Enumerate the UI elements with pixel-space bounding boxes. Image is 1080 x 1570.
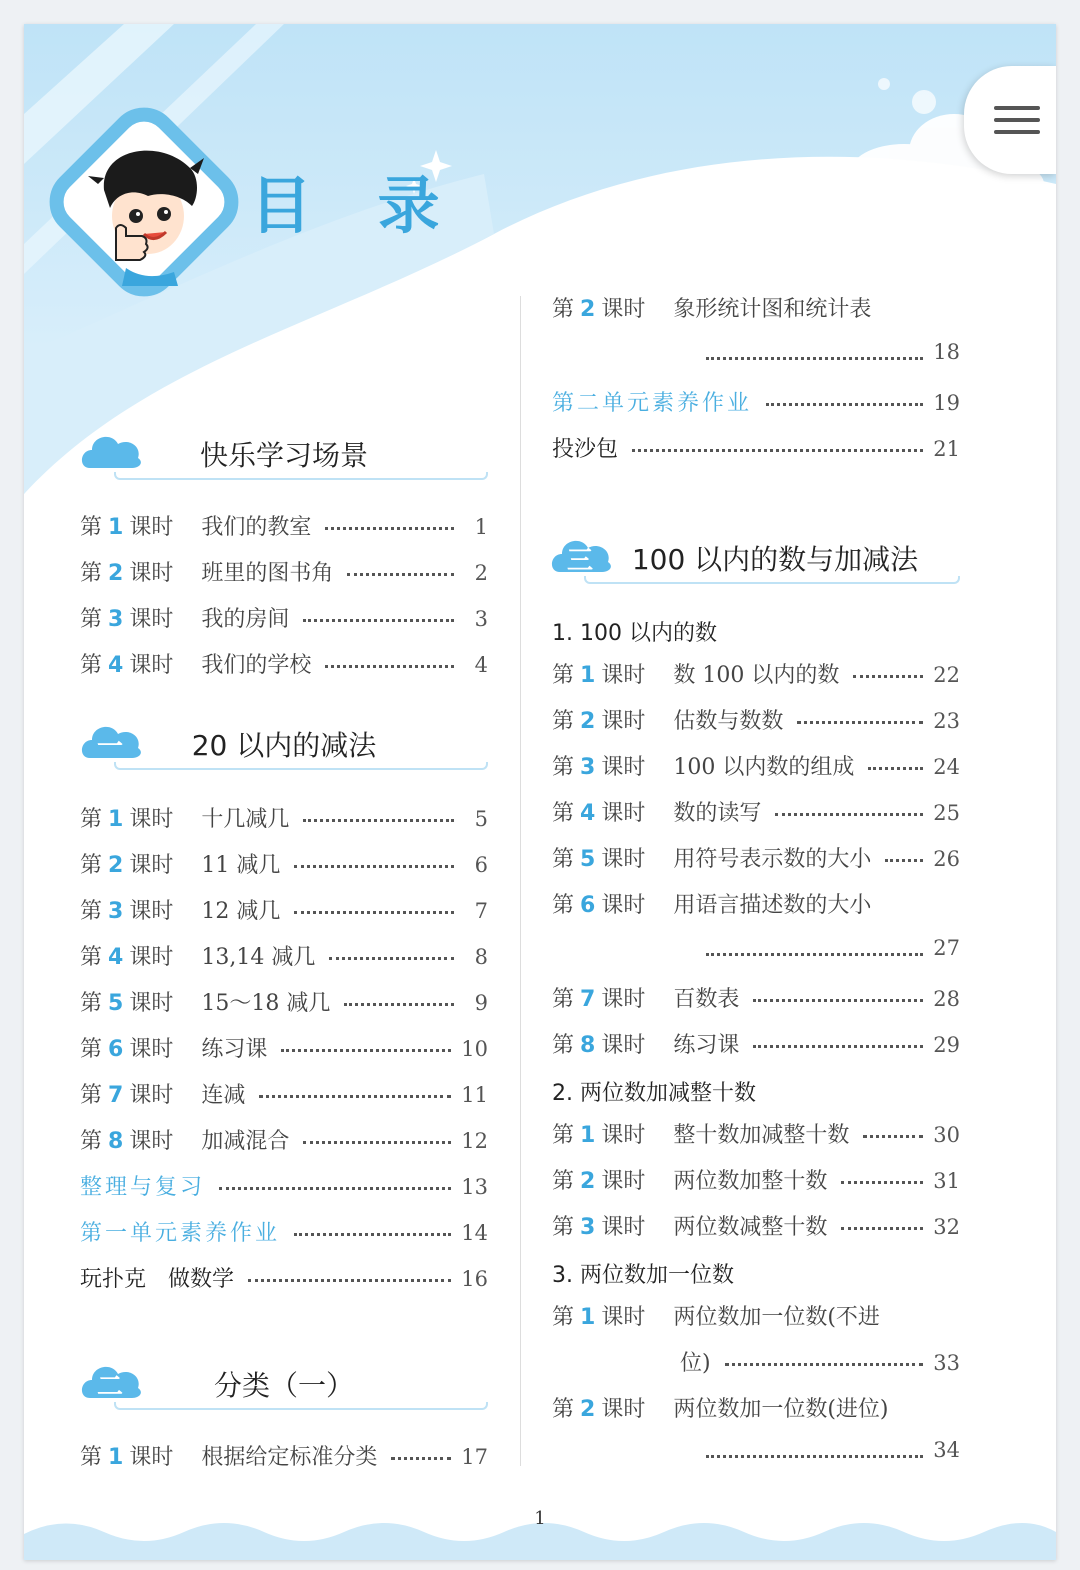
page-ref: 24 — [933, 755, 960, 779]
page-ref: 28 — [933, 987, 960, 1011]
lesson-suffix: 课时 — [129, 653, 174, 678]
lesson-prefix: 第 — [552, 1123, 575, 1148]
entry-title: 整十数加减整十数 — [673, 1123, 850, 1148]
toc-entry-continuation[interactable] — [692, 340, 960, 372]
toc-entry-review[interactable] — [80, 1170, 488, 1202]
lesson-number: 3 — [580, 755, 596, 780]
lesson-suffix: 课时 — [129, 1129, 174, 1154]
leader-dots — [294, 911, 454, 914]
page-ref: 13 — [461, 1175, 488, 1199]
toc-entry[interactable] — [80, 940, 488, 972]
page-ref: 4 — [474, 653, 488, 677]
entry-title: 我们的学校 — [201, 653, 312, 678]
toc-entry[interactable] — [80, 1124, 488, 1156]
entry-title: 班里的图书角 — [201, 561, 334, 586]
entry-title: 用语言描述数的大小 — [673, 893, 872, 918]
lesson-number: 5 — [580, 847, 596, 872]
lesson-prefix: 第 — [552, 1033, 575, 1058]
lesson-number: 2 — [580, 1397, 596, 1422]
lesson-number: 5 — [108, 991, 124, 1016]
entry-title: 100 以内数的组成 — [673, 755, 855, 780]
lesson-prefix: 第 — [552, 709, 575, 734]
page-number: 1 — [534, 1508, 546, 1529]
lesson-prefix: 第 — [552, 893, 575, 918]
lesson-number: 2 — [108, 561, 124, 586]
leader-dots — [725, 1363, 924, 1366]
leader-dots — [753, 1045, 923, 1048]
lesson-prefix: 第 — [552, 755, 575, 780]
entry-title: 练习课 — [201, 1037, 268, 1062]
lesson-number: 7 — [580, 987, 596, 1012]
lesson-prefix: 第 — [80, 991, 103, 1016]
page-ref: 27 — [933, 936, 960, 960]
lesson-prefix: 第 — [552, 847, 575, 872]
lesson-number: 6 — [108, 1037, 124, 1062]
lesson-suffix: 课时 — [601, 987, 646, 1012]
toc-entry-activity[interactable] — [80, 1262, 488, 1294]
toc-entry[interactable] — [552, 1028, 960, 1060]
unit-number: 一 — [96, 732, 123, 762]
leader-dots — [706, 953, 923, 956]
leader-dots — [766, 403, 923, 406]
leader-dots — [294, 1233, 451, 1236]
entry-title: 投沙包 — [552, 437, 619, 462]
hamburger-icon — [994, 118, 1040, 122]
page-ref: 26 — [933, 847, 960, 871]
toc-entry[interactable] — [552, 1210, 960, 1242]
toc-entry[interactable] — [80, 894, 488, 926]
entry-title: 根据给定标准分类 — [201, 1445, 378, 1470]
entry-title: 数的读写 — [673, 801, 762, 826]
page-ref: 8 — [474, 945, 488, 969]
entry-title: 练习课 — [673, 1033, 740, 1058]
lesson-prefix: 第 — [80, 945, 103, 970]
toc-entry[interactable] — [80, 602, 488, 634]
lesson-number: 3 — [108, 899, 124, 924]
unit-number: 三 — [566, 546, 593, 576]
lesson-prefix: 第 — [80, 899, 103, 924]
leader-dots — [885, 859, 923, 862]
page-ref: 32 — [933, 1215, 960, 1239]
page-ref: 29 — [933, 1033, 960, 1057]
leader-dots — [294, 865, 454, 868]
lesson-suffix: 课时 — [129, 991, 174, 1016]
lesson-number: 3 — [108, 607, 124, 632]
lesson-number: 2 — [580, 709, 596, 734]
toc-entry-continuation[interactable] — [692, 1438, 960, 1470]
hamburger-icon — [994, 106, 1040, 110]
entry-title: 我们的教室 — [201, 515, 312, 540]
page-ref: 11 — [461, 1083, 488, 1107]
entry-title: 我的房间 — [201, 607, 290, 632]
page-ref: 31 — [933, 1169, 960, 1193]
lesson-prefix: 第 — [80, 607, 103, 632]
toc-entry-continuation[interactable] — [692, 936, 960, 968]
page-ref: 22 — [933, 663, 960, 687]
lesson-suffix: 课时 — [601, 1215, 646, 1240]
section-title: 分类（一） — [213, 1369, 354, 1402]
lesson-prefix: 第 — [80, 653, 103, 678]
toc-entry[interactable] — [80, 986, 488, 1018]
leader-dots — [329, 957, 454, 960]
page-ref: 16 — [461, 1267, 488, 1291]
leader-dots — [325, 527, 454, 530]
toc-entry-activity[interactable] — [552, 432, 960, 464]
page-ref: 10 — [461, 1037, 488, 1061]
section-title: 快乐学习场景 — [199, 439, 368, 472]
leader-dots — [841, 1227, 923, 1230]
lesson-suffix: 课时 — [601, 709, 646, 734]
lesson-prefix: 第 — [552, 1169, 575, 1194]
lesson-suffix: 课时 — [129, 561, 174, 586]
section-banner-unit-1 — [80, 718, 488, 772]
leader-dots — [797, 721, 923, 724]
lesson-suffix: 课时 — [129, 607, 174, 632]
lesson-number: 1 — [108, 807, 124, 832]
lesson-prefix: 第 — [80, 561, 103, 586]
toc-entry[interactable] — [552, 1164, 960, 1196]
lesson-prefix: 第 — [80, 807, 103, 832]
entry-title: 连减 — [201, 1083, 246, 1108]
leader-dots — [303, 1141, 451, 1144]
page-title: 目 录 — [250, 169, 462, 242]
toc-entry-continuation[interactable] — [680, 1346, 960, 1378]
lesson-number: 1 — [580, 1123, 596, 1148]
lesson-prefix: 第 — [552, 663, 575, 688]
page-ref: 34 — [933, 1438, 960, 1462]
leader-dots — [775, 813, 923, 816]
toc-entry[interactable] — [80, 510, 488, 542]
lesson-suffix: 课时 — [129, 853, 174, 878]
section-banner-unit-2 — [80, 1358, 488, 1412]
entry-title: 13,14 减几 — [201, 945, 316, 970]
page-ref: 21 — [933, 437, 960, 461]
lesson-suffix: 课时 — [129, 899, 174, 924]
lesson-suffix: 课时 — [129, 515, 174, 540]
page-ref: 30 — [933, 1123, 960, 1147]
lesson-suffix: 课时 — [601, 893, 646, 918]
entry-title: 估数与数数 — [673, 709, 784, 734]
lesson-number: 1 — [108, 1445, 124, 1470]
toc-entry-homework[interactable] — [80, 1216, 488, 1248]
lesson-suffix: 课时 — [601, 1033, 646, 1058]
toc-entry[interactable] — [80, 1078, 488, 1110]
toc-entry[interactable] — [80, 802, 488, 834]
entry-title: 15～18 减几 — [201, 991, 331, 1016]
leader-dots — [868, 767, 923, 770]
toc-entry[interactable] — [80, 1032, 488, 1064]
toc-page — [24, 24, 1056, 1560]
leader-dots — [259, 1095, 451, 1098]
leader-dots — [347, 573, 454, 576]
lesson-number: 4 — [108, 653, 124, 678]
leader-dots — [325, 665, 454, 668]
leader-dots — [303, 619, 454, 622]
lesson-prefix: 第 — [80, 1129, 103, 1154]
toc-entry[interactable] — [552, 1118, 960, 1150]
leader-dots — [281, 1049, 451, 1052]
leader-dots — [753, 999, 923, 1002]
entry-title: 第二单元素养作业 — [552, 391, 753, 416]
subsection-heading: 2. 两位数加减整十数 — [552, 1081, 756, 1106]
lesson-number: 4 — [580, 801, 596, 826]
entry-title: 12 减几 — [201, 899, 281, 924]
lesson-prefix: 第 — [80, 1445, 103, 1470]
lesson-suffix: 课时 — [129, 807, 174, 832]
toc-entry[interactable] — [552, 982, 960, 1014]
toc-entry[interactable] — [552, 1300, 960, 1332]
lesson-number: 3 — [580, 1215, 596, 1240]
entry-title: 位) — [680, 1351, 711, 1376]
lesson-prefix: 第 — [552, 987, 575, 1012]
leader-dots — [706, 1455, 923, 1458]
page-ref: 19 — [933, 391, 960, 415]
lesson-prefix: 第 — [552, 1397, 575, 1422]
leader-dots — [841, 1181, 923, 1184]
lesson-suffix: 课时 — [601, 755, 646, 780]
toc-entry[interactable] — [80, 556, 488, 588]
column-divider — [520, 296, 521, 1466]
lesson-suffix: 课时 — [601, 1397, 646, 1422]
menu-button[interactable] — [964, 66, 1056, 174]
entry-title: 数 100 以内的数 — [673, 663, 840, 688]
lesson-number: 8 — [580, 1033, 596, 1058]
toc-entry[interactable] — [552, 750, 960, 782]
entry-title: 用符号表示数的大小 — [673, 847, 872, 872]
lesson-prefix: 第 — [80, 515, 103, 540]
lesson-prefix: 第 — [552, 1305, 575, 1330]
lesson-number: 1 — [580, 663, 596, 688]
section-title: 20 以内的减法 — [191, 729, 377, 762]
page-ref: 6 — [474, 853, 488, 877]
leader-dots — [303, 819, 454, 822]
lesson-prefix: 第 — [80, 1083, 103, 1108]
lesson-suffix: 课时 — [129, 1445, 174, 1470]
page-ref: 3 — [474, 607, 488, 631]
lesson-suffix: 课时 — [601, 1169, 646, 1194]
lesson-number: 2 — [108, 853, 124, 878]
lesson-suffix: 课时 — [601, 801, 646, 826]
toc-entry-homework[interactable] — [552, 386, 960, 418]
page-ref: 12 — [461, 1129, 488, 1153]
unit-number: 二 — [96, 1372, 123, 1402]
page-ref: 33 — [933, 1351, 960, 1375]
entry-title: 两位数加整十数 — [673, 1169, 828, 1194]
entry-title: 十几减几 — [201, 807, 290, 832]
page-ref: 2 — [474, 561, 488, 585]
subsection-heading: 1. 100 以内的数 — [552, 621, 717, 646]
lesson-suffix: 课时 — [129, 945, 174, 970]
leader-dots — [391, 1457, 451, 1460]
entry-title: 两位数加一位数(不进 — [673, 1305, 880, 1330]
entry-title: 加减混合 — [201, 1129, 290, 1154]
lesson-prefix: 第 — [80, 1037, 103, 1062]
section-banner-unit-3 — [550, 532, 960, 586]
toc-entry[interactable] — [552, 888, 960, 920]
page-ref: 14 — [461, 1221, 488, 1245]
mascot-avatar — [40, 98, 248, 306]
lesson-number: 6 — [580, 893, 596, 918]
entry-title: 两位数加一位数(进位) — [673, 1397, 889, 1422]
leader-dots — [219, 1187, 451, 1190]
toc-entry[interactable] — [552, 292, 960, 324]
entry-title: 百数表 — [673, 987, 740, 1012]
page-ref: 25 — [933, 801, 960, 825]
leader-dots — [853, 675, 923, 678]
lesson-suffix: 课时 — [601, 1123, 646, 1148]
lesson-prefix: 第 — [552, 297, 575, 322]
page-ref: 18 — [933, 340, 960, 364]
lesson-suffix: 课时 — [129, 1083, 174, 1108]
lesson-prefix: 第 — [552, 1215, 575, 1240]
toc-entry[interactable] — [552, 658, 960, 690]
leader-dots — [344, 1003, 454, 1006]
lesson-number: 4 — [108, 945, 124, 970]
toc-entry[interactable] — [552, 1392, 960, 1424]
toc-entry[interactable] — [80, 848, 488, 880]
page-ref: 7 — [474, 899, 488, 923]
leader-dots — [632, 449, 923, 452]
page-ref: 9 — [474, 991, 488, 1015]
lesson-number: 1 — [108, 515, 124, 540]
lesson-suffix: 课时 — [129, 1037, 174, 1062]
lesson-number: 2 — [580, 1169, 596, 1194]
lesson-number: 7 — [108, 1083, 124, 1108]
toc-entry[interactable] — [552, 796, 960, 828]
lesson-suffix: 课时 — [601, 663, 646, 688]
section-banner-scene — [80, 428, 488, 482]
page-ref: 5 — [474, 807, 488, 831]
leader-dots — [863, 1135, 923, 1138]
subsection-heading: 3. 两位数加一位数 — [552, 1263, 734, 1288]
lesson-prefix: 第 — [552, 801, 575, 826]
entry-title: 整理与复习 — [80, 1175, 206, 1200]
leader-dots — [248, 1279, 451, 1282]
page-ref: 23 — [933, 709, 960, 733]
lesson-suffix: 课时 — [601, 297, 646, 322]
entry-title: 玩扑克 做数学 — [80, 1267, 235, 1292]
lesson-prefix: 第 — [80, 853, 103, 878]
leader-dots — [706, 357, 923, 360]
toc-entry[interactable] — [552, 842, 960, 874]
entry-title: 两位数减整十数 — [673, 1215, 828, 1240]
entry-title: 11 减几 — [201, 853, 281, 878]
lesson-suffix: 课时 — [601, 847, 646, 872]
section-title: 100 以内的数与加减法 — [631, 543, 919, 576]
page-ref: 17 — [461, 1445, 488, 1469]
entry-title: 第一单元素养作业 — [80, 1221, 281, 1246]
toc-entry[interactable] — [80, 1440, 488, 1472]
toc-entry[interactable] — [80, 648, 488, 680]
lesson-number: 1 — [580, 1305, 596, 1330]
entry-title: 象形统计图和统计表 — [673, 297, 872, 322]
lesson-number: 8 — [108, 1129, 124, 1154]
toc-entry[interactable] — [552, 704, 960, 736]
hamburger-icon — [994, 130, 1040, 134]
lesson-suffix: 课时 — [601, 1305, 646, 1330]
page-ref: 1 — [474, 515, 488, 539]
lesson-number: 2 — [580, 297, 596, 322]
